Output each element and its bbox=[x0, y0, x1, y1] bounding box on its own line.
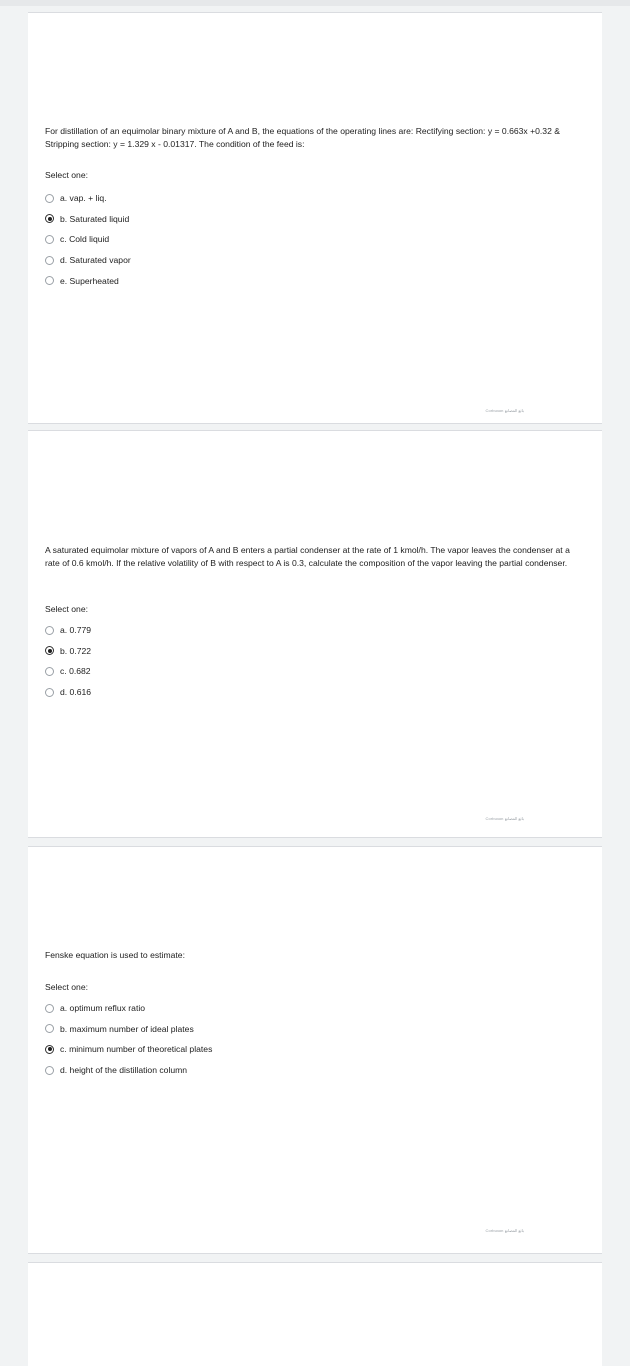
answer-option-b[interactable] bbox=[45, 641, 91, 662]
radio-button[interactable] bbox=[45, 667, 54, 676]
next-card-partial bbox=[28, 1262, 602, 1366]
answer-option-c[interactable] bbox=[45, 1039, 212, 1060]
answer-option-d[interactable] bbox=[45, 1060, 212, 1081]
footer-label: Сorbuзon بائع المصانع bbox=[485, 408, 524, 413]
question-text: Fenske equation is used to estimate: bbox=[45, 950, 185, 960]
select-one-label: Select one: bbox=[45, 982, 88, 992]
option-label: a. vap. + liq. bbox=[60, 193, 107, 204]
option-label: e. Superheated bbox=[60, 275, 119, 286]
option-label: b. 0.722 bbox=[60, 645, 92, 656]
answer-options bbox=[45, 620, 91, 702]
option-label: a. 0.779 bbox=[60, 625, 92, 636]
select-one-label: Select one: bbox=[45, 604, 88, 614]
radio-button[interactable] bbox=[45, 1024, 54, 1033]
option-label: c. 0.682 bbox=[60, 666, 91, 677]
option-label: b. maximum number of ideal plates bbox=[60, 1023, 194, 1034]
radio-button[interactable] bbox=[45, 646, 54, 655]
answer-option-e[interactable] bbox=[45, 270, 131, 291]
question-text: A saturated equimolar mixture of vapors of A and B enters a partial condenser at the rate of 1 kmol/h. The vapor leaves the condenser at a rate of 0.6 kmol/h. If the relative volatility of B with respect to A is 0.3, calculate the composition of the vapor leaving the partial condenser. bbox=[45, 545, 570, 568]
radio-button[interactable] bbox=[45, 276, 54, 285]
answer-option-d[interactable] bbox=[45, 682, 91, 703]
answer-option-a[interactable] bbox=[45, 188, 131, 209]
radio-button[interactable] bbox=[45, 688, 54, 697]
answer-options bbox=[45, 998, 212, 1080]
option-label: d. 0.616 bbox=[60, 687, 92, 698]
answer-option-a[interactable] bbox=[45, 620, 91, 641]
footer-label: Сorbuзon بائع المصانع bbox=[485, 1228, 524, 1233]
radio-button[interactable] bbox=[45, 256, 54, 265]
question-text: For distillation of an equimolar binary mixture of A and B, the equations of the operating lines are: Rectifying section: y = 0.663x +0.32 & Stripping section: y = 1.329 x - 0.01317. The condition of the feed is: bbox=[45, 126, 560, 149]
answer-option-b[interactable] bbox=[45, 209, 131, 230]
radio-button[interactable] bbox=[45, 235, 54, 244]
answer-option-a[interactable] bbox=[45, 998, 212, 1019]
radio-button[interactable] bbox=[45, 626, 54, 635]
page-top-edge bbox=[0, 0, 630, 6]
radio-button[interactable] bbox=[45, 1066, 54, 1075]
answer-option-d[interactable] bbox=[45, 250, 131, 271]
radio-button[interactable] bbox=[45, 214, 54, 223]
radio-button[interactable] bbox=[45, 194, 54, 203]
answer-option-c[interactable] bbox=[45, 229, 131, 250]
answer-option-c[interactable] bbox=[45, 661, 91, 682]
radio-button[interactable] bbox=[45, 1004, 54, 1013]
option-label: d. Saturated vapor bbox=[60, 255, 131, 266]
footer-label: Сorbuзon بائع المصانع bbox=[485, 816, 524, 821]
option-label: c. minimum number of theoretical plates bbox=[60, 1044, 213, 1055]
question-card-3 bbox=[28, 846, 602, 1254]
option-label: c. Cold liquid bbox=[60, 234, 110, 245]
answer-options bbox=[45, 188, 131, 291]
question-card-1 bbox=[28, 12, 602, 424]
select-one-label: Select one: bbox=[45, 170, 88, 180]
option-label: a. optimum reflux ratio bbox=[60, 1003, 146, 1014]
question-card-2 bbox=[28, 430, 602, 838]
answer-option-b[interactable] bbox=[45, 1019, 212, 1040]
option-label: d. height of the distillation column bbox=[60, 1065, 188, 1076]
radio-button[interactable] bbox=[45, 1045, 54, 1054]
option-label: b. Saturated liquid bbox=[60, 213, 130, 224]
